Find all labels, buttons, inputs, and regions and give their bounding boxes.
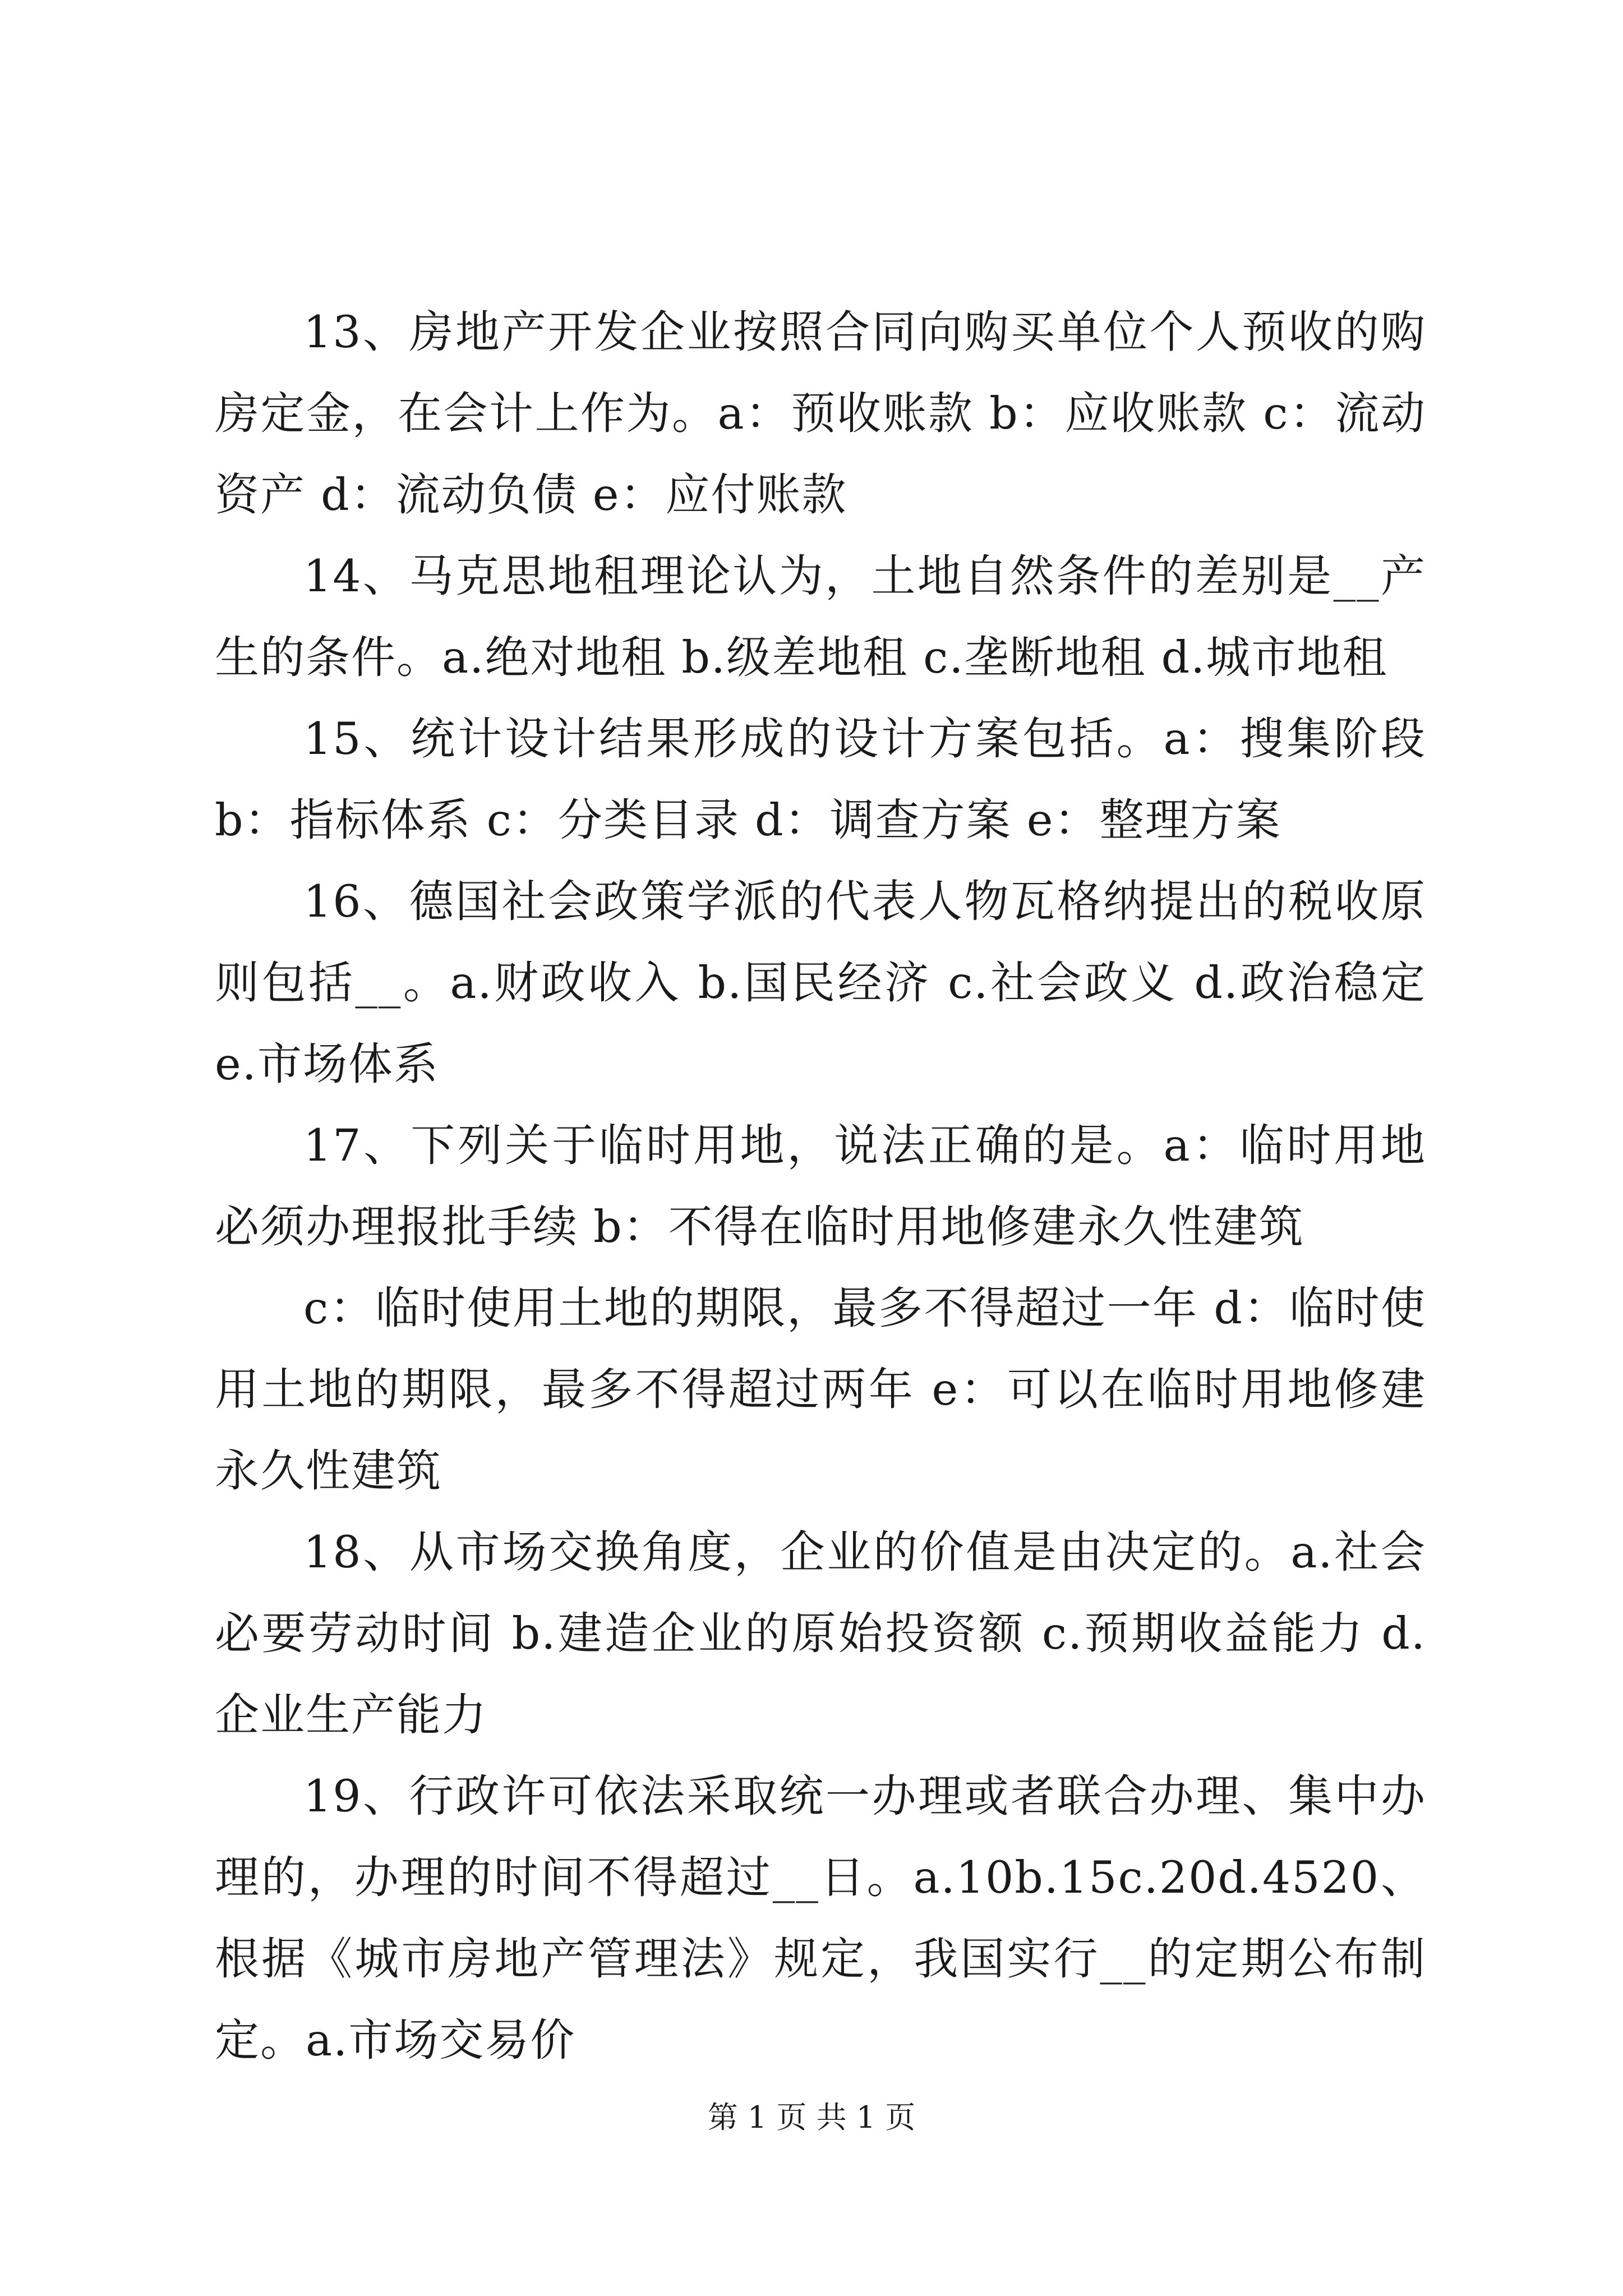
page-footer: 第 1 页 共 1 页 bbox=[707, 2100, 916, 2135]
question-17-continued: c：临时使用土地的期限，最多不得超过一年 d：临时使用土地的期限，最多不得超过两年 e：可以在临时用地修建永久性建筑 bbox=[215, 1282, 1426, 1497]
question-17: 17、下列关于临时用地，说法正确的是。a：临时用地必须办理报批手续 b：不得在临时用地修建永久性建筑 bbox=[215, 1120, 1426, 1253]
question-19: 19、行政许可依法采取统一办理或者联合办理、集中办理的，办理的时间不得超过__日。a.10b.15c.20d.4520、根据《城市房地产管理法》规定，我国实行__的定期公布制定。a.市场交易价 bbox=[215, 1770, 1426, 2066]
question-14: 14、马克思地租理论认为，土地自然条件的差别是__产生的条件。a.绝对地租 b.级差地租 c.垄断地租 d.城市地租 bbox=[215, 550, 1426, 683]
question-13: 13、房地产开发企业按照合同向购买单位个人预收的购房定金，在会计上作为。a：预收账款 b：应收账款 c：流动资产 d：流动负债 e：应付账款 bbox=[215, 306, 1426, 521]
question-18: 18、从市场交换角度，企业的价值是由决定的。a.社会必要劳动时间 b.建造企业的原始投资额 c.预期收益能力 d.企业生产能力 bbox=[215, 1526, 1426, 1741]
question-15: 15、统计设计结果形成的设计方案包括。a：搜集阶段 b：指标体系 c：分类目录 d：调查方案 e：整理方案 bbox=[215, 713, 1426, 846]
document-body bbox=[215, 292, 1426, 2081]
question-16: 16、德国社会政策学派的代表人物瓦格纳提出的税收原则包括__。a.财政收入 b.国民经济 c.社会政义 d.政治稳定 e.市场体系 bbox=[215, 876, 1426, 1090]
